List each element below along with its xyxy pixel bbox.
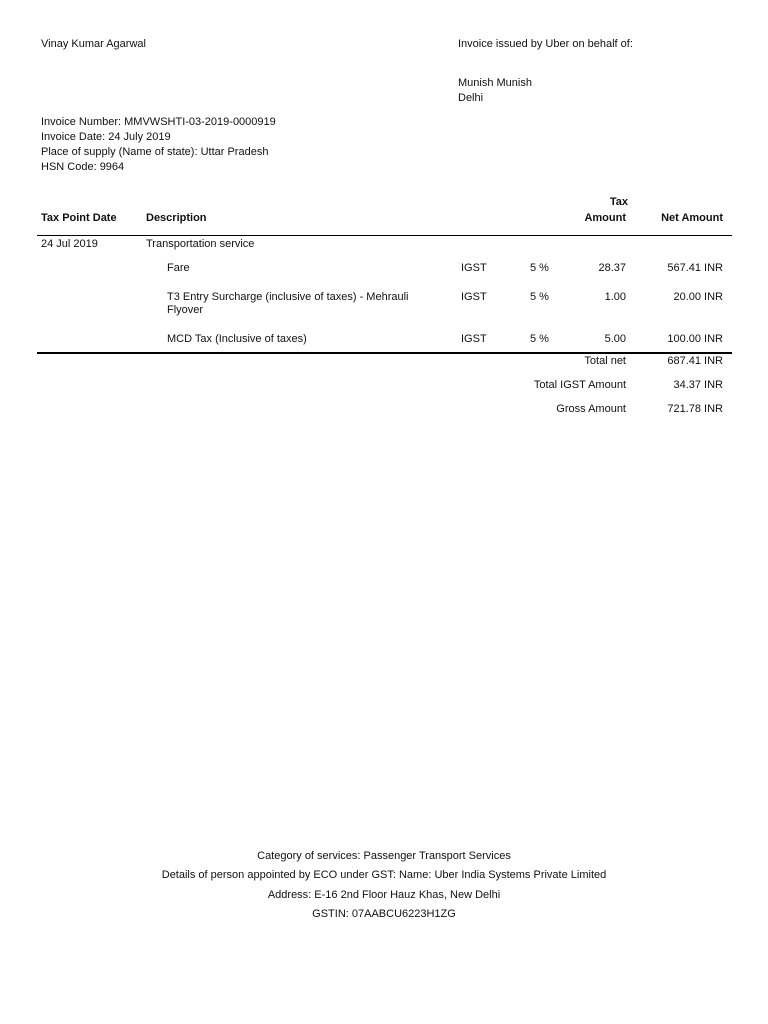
header-divider [37,235,732,236]
row-tax-rate: 5 % [530,291,549,303]
invoice-date: Invoice Date: 24 July 2019 [41,131,171,143]
footer-eco-details: Details of person appointed by ECO under GST: Name: Uber India Systems Private Limited [161,869,607,881]
service-date: 24 Jul 2019 [41,238,98,250]
row-tax-rate: 5 % [530,262,549,274]
header-tax-amount-line1: Tax [609,196,628,208]
header-description: Description [146,212,207,224]
total-igst-label: Total IGST Amount [533,379,626,391]
row-tax-type: IGST [461,291,487,303]
row-net-amount: 567.41 INR [667,262,723,274]
header-tax-point-date: Tax Point Date [41,212,117,224]
service-name: Transportation service [146,238,255,250]
gross-amount-label: Gross Amount [556,403,626,415]
total-igst-value: 34.37 INR [673,379,723,391]
footer-category: Category of services: Passenger Transport Services [257,850,511,862]
issued-by-label: Invoice issued by Uber on behalf of: [458,38,633,50]
footer-gstin: GSTIN: 07AABCU6223H1ZG [312,908,456,920]
total-net-value: 687.41 INR [667,355,723,367]
place-of-supply: Place of supply (Name of state): Uttar Pradesh [41,146,269,158]
row-tax-amount: 5.00 [604,333,626,345]
row-tax-type: IGST [461,333,487,345]
row-tax-type: IGST [461,262,487,274]
total-net-label: Total net [584,355,626,367]
row-tax-amount: 28.37 [598,262,626,274]
row-description: Fare [167,262,190,274]
customer-name: Vinay Kumar Agarwal [41,38,146,50]
driver-name: Munish Munish [458,77,532,89]
row-net-amount: 100.00 INR [667,333,723,345]
header-net-amount: Net Amount [661,212,723,224]
row-net-amount: 20.00 INR [673,291,723,303]
header-tax-amount-line2: Amount [584,212,626,224]
row-description: T3 Entry Surcharge (inclusive of taxes) - Mehrauli Flyover [167,291,409,316]
gross-amount-value: 721.78 INR [667,403,723,415]
hsn-code: HSN Code: 9964 [41,161,125,173]
totals-divider [37,352,732,354]
footer-address: Address: E-16 2nd Floor Hauz Khas, New Delhi [267,889,501,901]
invoice-number: Invoice Number: MMVWSHTI-03-2019-0000919 [41,116,276,128]
driver-city: Delhi [458,92,484,104]
row-tax-rate: 5 % [530,333,549,345]
row-description: MCD Tax (Inclusive of taxes) [167,333,307,345]
row-tax-amount: 1.00 [604,291,626,303]
